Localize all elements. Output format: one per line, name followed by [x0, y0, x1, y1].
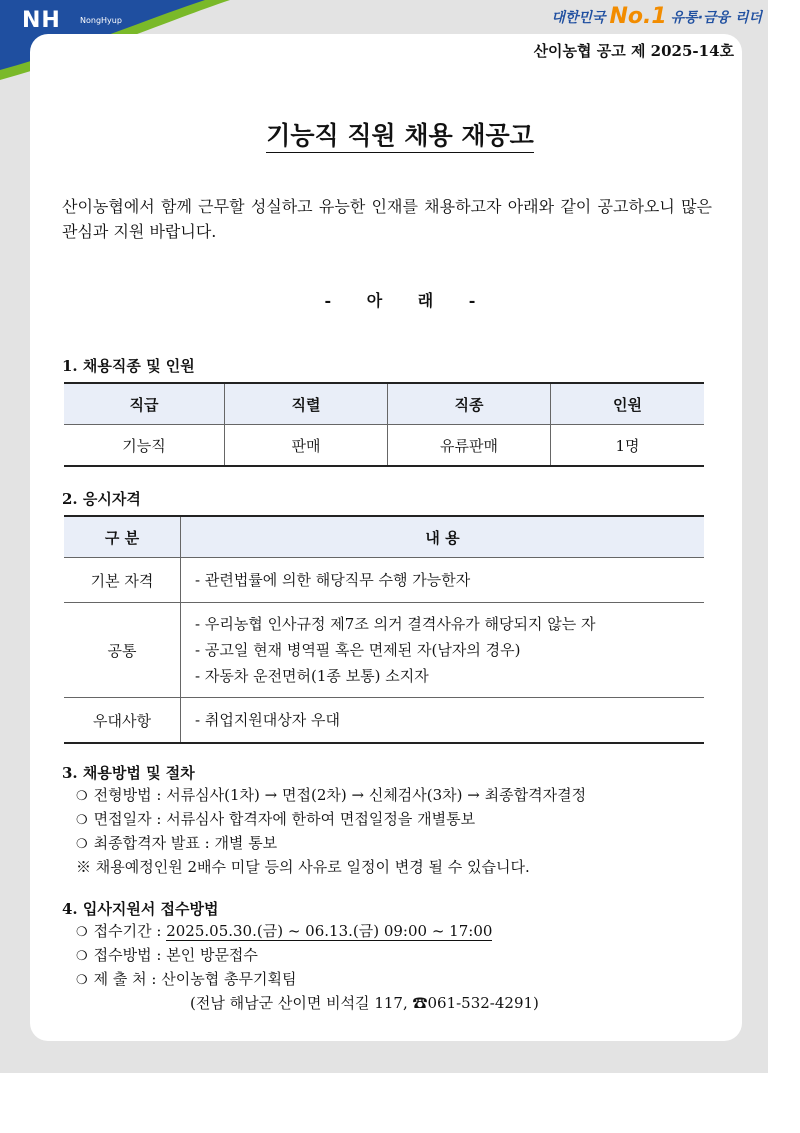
bullet-circle-icon: ❍ [76, 813, 88, 828]
section4-heading: 4. 입사지원서 접수방법 [62, 900, 219, 918]
row-content: - 취업지원대상자 우대 [181, 698, 705, 744]
title-text: 기능직 직원 채용 재공고 [266, 121, 534, 153]
row-content: - 관련법률에 의한 해당직무 수행 가능한자 [181, 558, 705, 603]
table-cell: 1명 [551, 425, 705, 467]
list-item [76, 920, 539, 944]
item-text: 접수방법 : 본인 방문접수 [93, 946, 258, 964]
row-label: 우대사항 [64, 698, 181, 744]
table-header-row [64, 383, 704, 425]
list-item: - 공고일 현재 병역필 혹은 면제된 자(남자의 경우) [195, 641, 521, 659]
page-title [0, 116, 800, 152]
notice-number: 산이농협 공고 제 2025-14호 [533, 42, 734, 60]
section3-heading: 3. 채용방법 및 절차 [62, 764, 195, 782]
item-text: 전형방법 : 서류심사(1차) → 면접(2차) → 신체검사(3차) → 최종합격자결정 [93, 786, 587, 804]
qualifications-table [64, 515, 704, 744]
list-item: - 자동차 운전면허(1종 보통) 소지자 [195, 667, 429, 685]
nh-logo: NH [22, 8, 61, 33]
table-cell: 기능직 [64, 425, 225, 467]
header-cell: 구 분 [64, 516, 181, 558]
slogan-pre: 대한민국 [551, 9, 606, 26]
table-cell: 유류판매 [388, 425, 551, 467]
application-list [76, 920, 539, 1014]
list-item: - 우리농협 인사규정 제7조 의거 결격사유가 해당되지 않는 자 [195, 615, 596, 633]
ahrae-separator: - 아 래 - [324, 291, 476, 310]
table-cell: 판매 [225, 425, 388, 467]
list-item [76, 784, 586, 808]
slogan [551, 4, 762, 29]
list-item [76, 968, 539, 992]
bullet-circle-icon: ❍ [76, 837, 88, 852]
item-text: 면접일자 : 서류심사 합격자에 한하여 면접일정을 개별통보 [93, 810, 476, 828]
table-header-row [64, 516, 704, 558]
row-content [181, 603, 705, 698]
positions-table [64, 382, 704, 467]
slogan-post: 유통·금융 리더 [670, 9, 762, 26]
bullet-circle-icon: ❍ [76, 949, 88, 964]
section2-heading: 2. 응시자격 [62, 490, 141, 508]
table-row [64, 558, 704, 603]
section1-heading: 1. 채용직종 및 인원 [62, 357, 195, 375]
procedure-list [76, 784, 586, 878]
address: (전남 해남군 산이면 비석길 117, ☎061-532-4291) [190, 994, 539, 1012]
nh-logo-sub: NongHyup [80, 16, 122, 25]
list-item [76, 944, 539, 968]
table-row [64, 425, 704, 467]
table-row [64, 698, 704, 744]
note: ※ 채용예정인원 2배수 미달 등의 사유로 일정이 변경 될 수 있습니다. [76, 858, 530, 876]
bullet-circle-icon: ❍ [76, 925, 88, 940]
bullet-circle-icon: ❍ [76, 789, 88, 804]
header-cell: 직종 [388, 383, 551, 425]
period-value: 2025.05.30.(금) ~ 06.13.(금) 09:00 ~ 17:00 [166, 922, 493, 940]
slogan-no1: No.1 [609, 4, 667, 29]
period-label: 접수기간 : [93, 922, 167, 940]
header-cell: 내 용 [181, 516, 705, 558]
header-cell: 인원 [551, 383, 705, 425]
item-text: 제 출 처 : 산이농협 총무기획팀 [93, 970, 297, 988]
list-item [76, 808, 586, 832]
row-label: 기본 자격 [64, 558, 181, 603]
header-cell: 직렬 [225, 383, 388, 425]
header-cell: 직급 [64, 383, 225, 425]
row-label: 공통 [64, 603, 181, 698]
table-row [64, 603, 704, 698]
bullet-circle-icon: ❍ [76, 973, 88, 988]
item-text: 최종합격자 발표 : 개별 통보 [93, 834, 278, 852]
intro-paragraph: 산이농협에서 함께 근무할 성실하고 유능한 인재를 채용하고자 아래와 같이 공고하오니 많은 관심과 지원 바랍니다. [62, 197, 712, 241]
list-item [76, 832, 586, 856]
